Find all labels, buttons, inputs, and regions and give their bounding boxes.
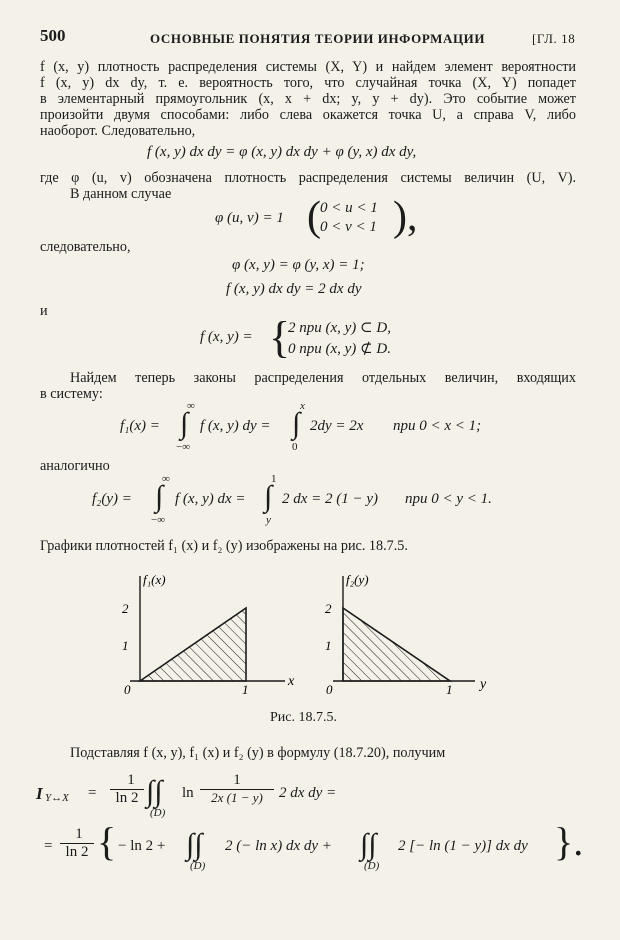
integral-4-upper: 1 [271,473,277,485]
integral-3-body: f (x, y) dx = [175,491,246,507]
integral-3-lower: −∞ [151,514,166,526]
integral-1-sign: ∫ [180,407,189,440]
paragraph-3-line-2: в систему: [40,386,103,402]
equation-8-frac-den: ln 2 [115,790,139,806]
double-integral-2: ∫∫ [186,828,203,861]
chapter-ref: [ГЛ. 18 [532,31,576,46]
substituting-sentence: Подставляя f (x, y), f₁ (x) и f₂ (y) в формулу (18.7.20), получим [70,745,446,761]
equation-9-term-2: 2 (− ln x) dx dy + [225,838,332,854]
figure-caption: Рис. 18.7.5. [270,710,337,725]
equation-6-condition: при 0 < x < 1; [393,418,482,434]
integral-4-body: 2 dx = 2 (1 − y) [282,491,379,507]
left-brace: ( [307,194,321,240]
equation-9-open-brace: { [97,819,117,864]
equation-7-lhs: f₂(y) = [92,491,132,507]
integral-2-upper: x [300,400,305,412]
running-title: ОСНОВНЫЕ ПОНЯТИЯ ТЕОРИИ ИНФОРМАЦИИ [150,31,486,46]
word-and: и [40,303,48,319]
right-x-tick-1: 1 [446,682,453,697]
paragraph-1-line-3: в элементарный прямоугольник (x, x + dx; y, y + dy). Это событие может [40,91,576,107]
equation-9-term-3: 2 [− ln (1 − y)] dx dy [398,838,528,854]
equation-8-tail: 2 dx dy = [279,785,337,801]
equation-9-close-brace: }. [554,819,584,864]
equation-2-lhs: φ (u, v) = 1 [215,210,284,226]
integral-2-sign: ∫ [292,407,301,440]
paragraph-1-line-1: f (x, y) плотность распределения системы (X, Y) и найдем элемент вероятности [40,59,576,75]
left-x-label: x [288,674,295,689]
left-y-tick-1: 1 [122,638,129,653]
integral-4-sign: ∫ [264,480,273,513]
right-x-label: y [480,677,487,692]
information-subscript: Y↔X [45,792,69,804]
paragraph-2-line-1: где φ (u, v) обозначена плотность распределения системы величин (U, V). [40,170,576,186]
equation-4: f (x, y) dx dy = 2 dx dy [226,281,362,297]
double-integral-3: ∫∫ [360,828,377,861]
paragraph-1-line-5: наоборот. Следовательно, [40,123,196,139]
integral-3-sign: ∫ [155,480,164,513]
left-origin-label: 0 [124,682,131,697]
word-consequently: следовательно, [40,239,131,255]
equation-3: φ (x, y) = φ (y, x) = 1; [232,257,365,273]
graphs-sentence: Графики плотностей f₁ (x) и f₂ (y) изображены на рис. 18.7.5. [40,538,408,554]
left-y-tick-2: 2 [122,601,129,616]
integral-2-body: 2dy = 2x [310,418,364,434]
equation-8-inner-den: 2x (1 − y) [211,790,263,805]
integral-1-body: f (x, y) dy = [200,418,271,434]
integral-1-lower: −∞ [176,441,191,453]
equation-7-condition: при 0 < y < 1. [405,491,492,507]
equation-8-inner-num: 1 [233,772,241,788]
right-y-label: f₂(y) [346,572,369,587]
equation-9-frac-num: 1 [75,826,83,842]
paragraph-1-line-2: f (x, y) dx dy, т. е. вероятность того, что случайная точка (X, Y) попадет [40,75,576,91]
equation-5-lhs: f (x, y) = [200,329,253,345]
equation-5-case-1: 2 при (x, y) ⊂ D, [288,320,391,336]
left-x-tick-1: 1 [242,682,249,697]
equation-9-frac-den: ln 2 [65,844,89,860]
double-integral-1: ∫∫ [146,775,163,808]
equation-1: f (x, y) dx dy = φ (x, y) dx dy + φ (y, x) dx dy, [147,144,417,160]
left-density-triangle [140,608,246,681]
right-plot [325,572,487,697]
density-figure [110,568,510,703]
equation-2-case-1: 0 < u < 1 [320,200,378,216]
equation-8-region: (D) [150,807,166,819]
word-similarly: аналогично [40,458,110,474]
right-origin-label: 0 [326,682,333,697]
right-y-tick-1: 1 [325,638,332,653]
right-y-tick-2: 2 [325,601,332,616]
equation-9-region-2: (D) [364,860,380,872]
page-number: 500 [40,26,66,45]
left-plot [122,572,295,697]
information-symbol: I [36,784,43,803]
equation-9-equals: = [44,838,53,854]
integral-2-lower: 0 [292,441,298,453]
cases-brace: { [269,313,291,362]
paragraph-1-line-4: произойти двумя способами: либо слева окажется точка U, а справа V, либо [40,107,576,123]
equation-5-case-2: 0 при (x, y) ⊄ D. [288,341,391,357]
equation-9-region-1: (D) [190,860,206,872]
paragraph-2-line-2: В данном случае [70,186,172,202]
right-density-triangle [343,608,450,681]
paragraph-3-line-1: Найдем теперь законы распределения отдельных величин, входящих [70,370,576,386]
equation-8-ln: ln [182,785,194,801]
integral-1-upper: ∞ [187,400,195,412]
equation-8-equals: = [88,785,97,801]
integral-4-lower: y [266,514,271,526]
equation-8-frac-num: 1 [127,772,135,788]
integral-3-upper: ∞ [162,473,170,485]
right-brace: ), [393,194,418,240]
equation-9-term-1: − ln 2 + [118,838,166,854]
left-y-label: f₁(x) [143,572,166,587]
equation-2-case-2: 0 < v < 1 [320,219,377,235]
equation-6-lhs: f₁(x) = [120,418,160,434]
